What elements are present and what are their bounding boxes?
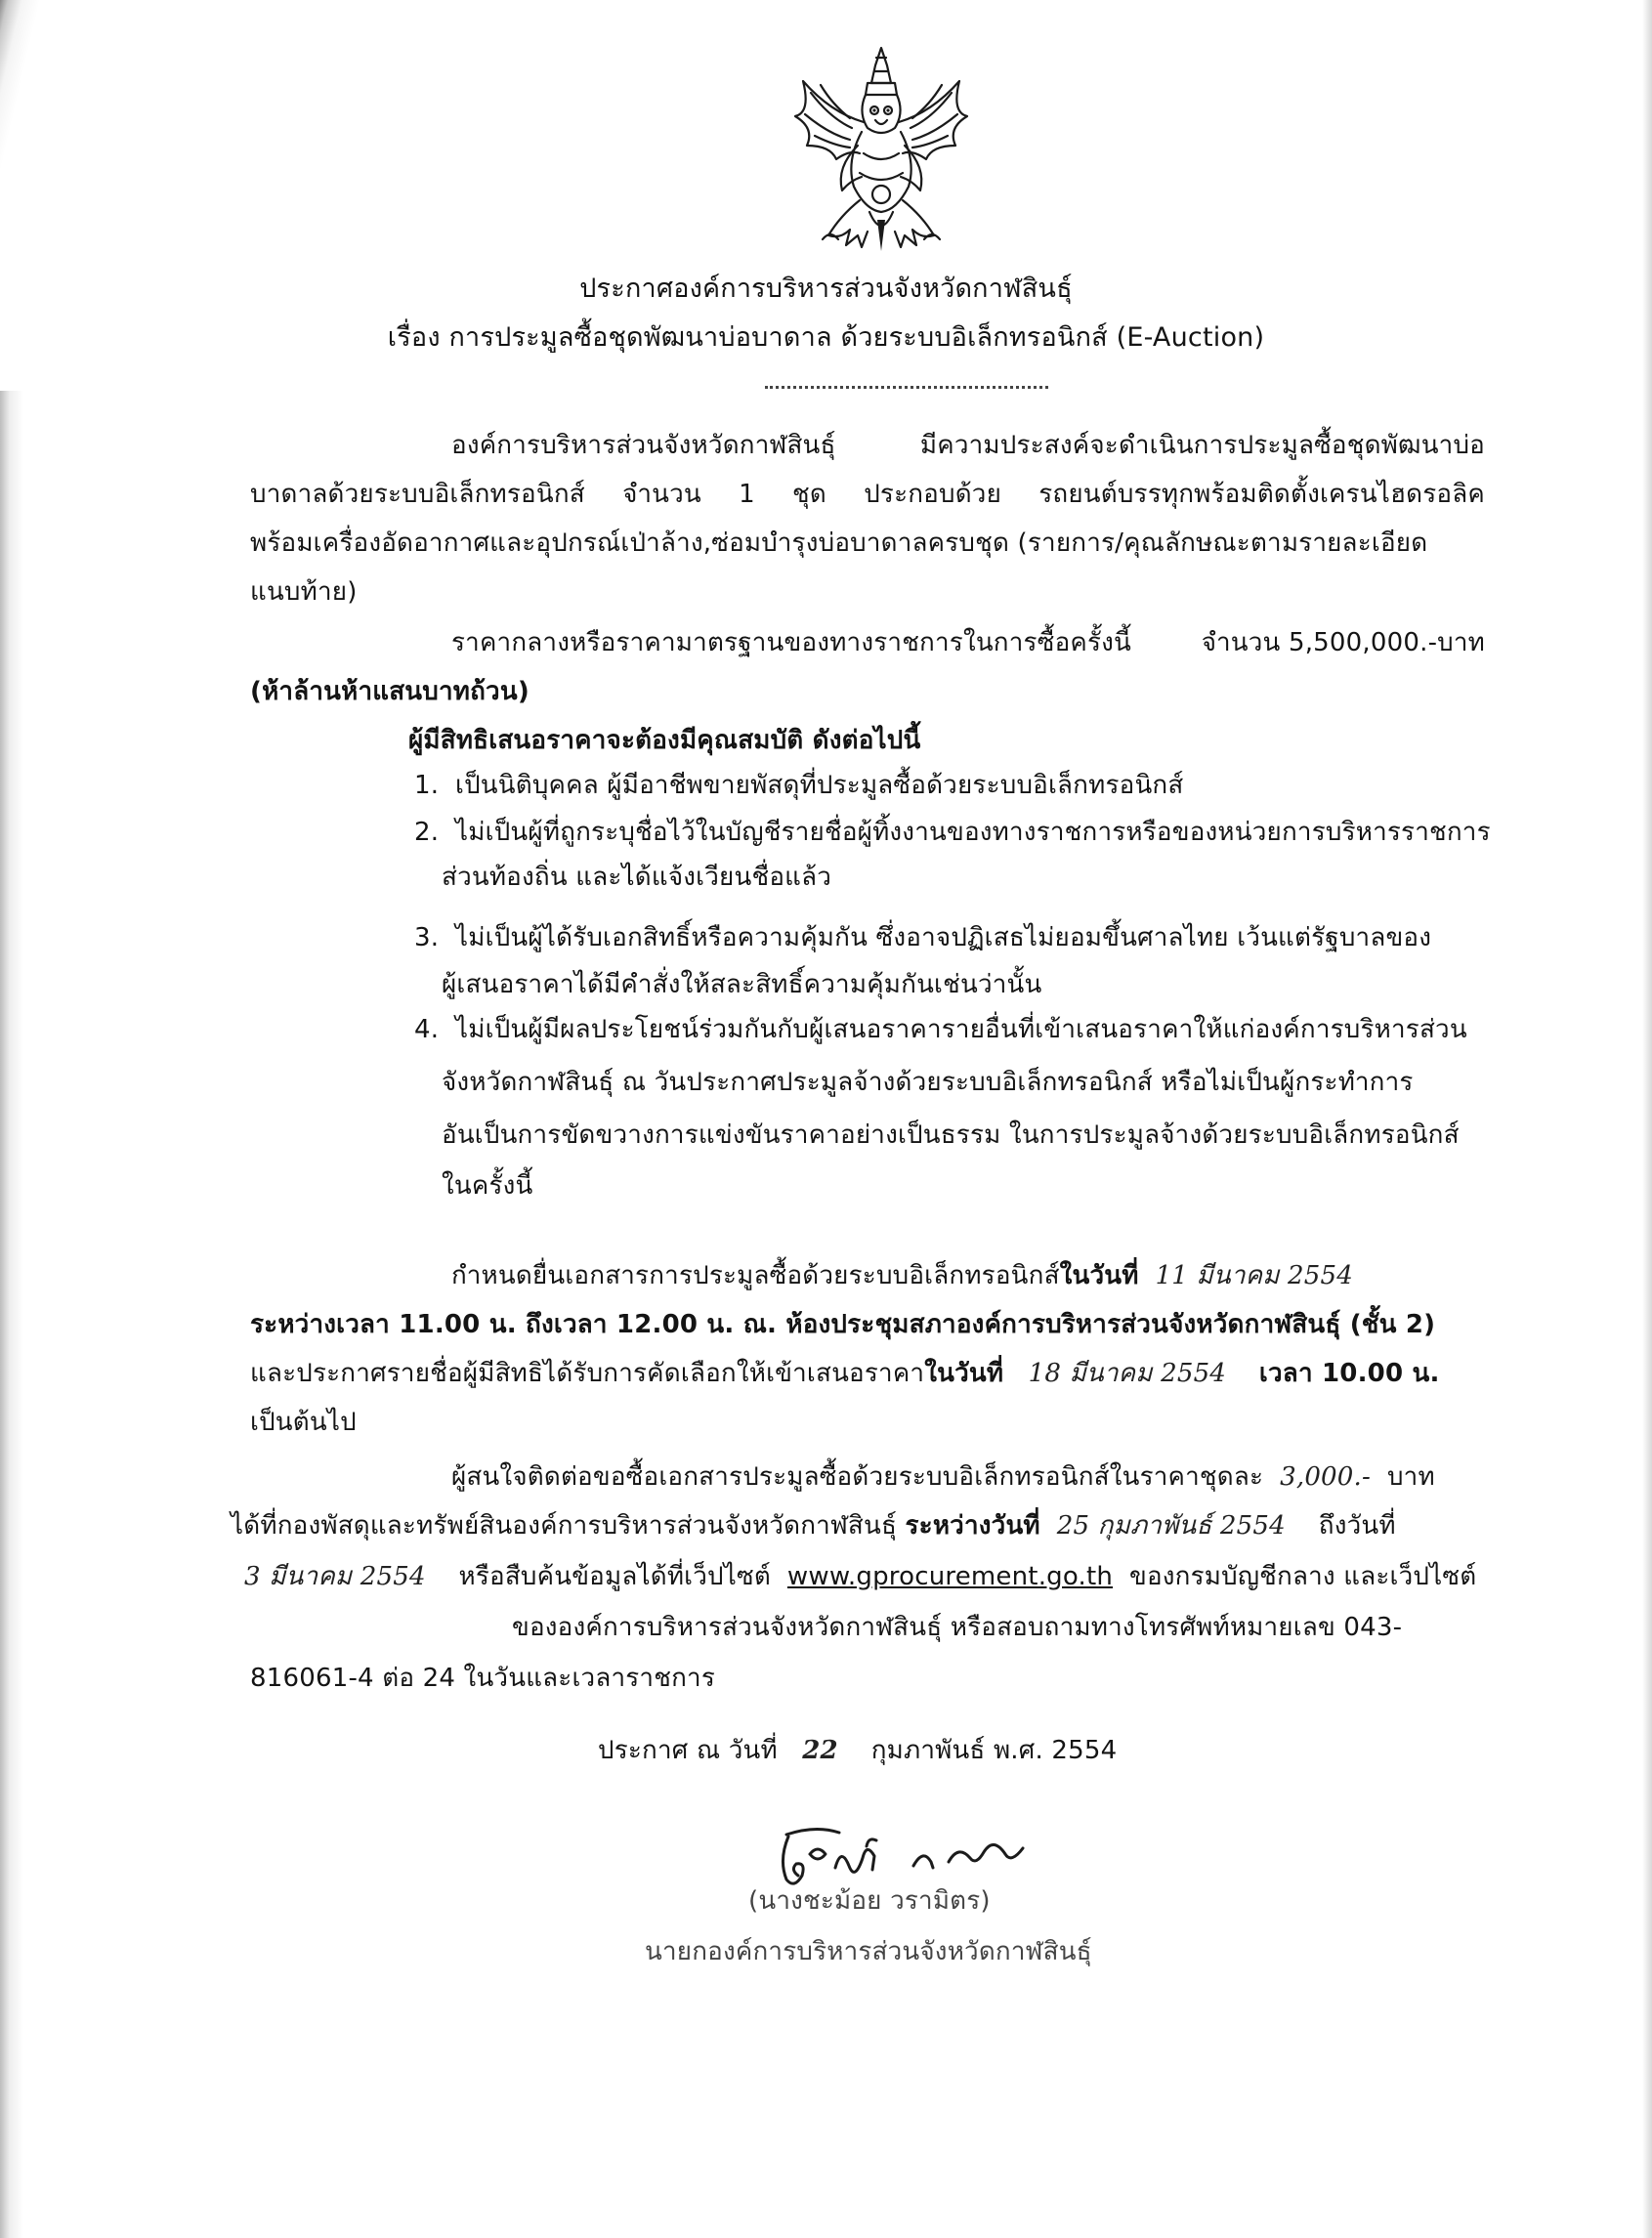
qualification-number: 4. — [414, 1015, 440, 1044]
qualification-text: ในครั้งนี้ — [442, 1171, 533, 1201]
intro-text: ประกอบด้วย — [864, 480, 1002, 509]
schedule-text: และประกาศรายชื่อผู้มีสิทธิได้รับการคัดเลือกให้เข้าเสนอราคา — [250, 1359, 925, 1388]
intro-text: 1 — [739, 480, 755, 509]
contact-text: บาท — [1386, 1462, 1435, 1492]
announcement-text: ประกาศ ณ วันที่ — [598, 1736, 778, 1765]
document-title: ประกาศองค์การบริหารส่วนจังหวัดกาฬสินธุ์ — [579, 274, 1073, 304]
qualification-text: ไม่เป็นผู้ได้รับเอกสิทธิ์หรือความคุ้มกัน ซึ่งอาจปฏิเสธไม่ยอมขึ้นศาลไทย เว้นแต่รัฐบาลของ — [455, 923, 1432, 952]
title-separator — [765, 386, 1048, 389]
announcement-date-line — [598, 1733, 1117, 1768]
announcement-text: กุมภาพันธ์ พ.ศ. 2554 — [870, 1736, 1118, 1765]
contact-label: ระหว่างวันที่ — [905, 1511, 1040, 1541]
price-in-words: (ห้าล้านห้าแสนบาทถ้วน) — [250, 677, 529, 706]
qualification-text: เป็นนิติบุคคล ผู้มีอาชีพขายพัสดุที่ประมูลซื้อด้วยระบบอิเล็กทรอนิกส์ — [455, 771, 1184, 800]
schedule-text: กำหนดยื่นเอกสารการประมูลซื้อด้วยระบบอิเล็กทรอนิกส์ — [451, 1261, 1060, 1290]
announcement-date: 18 มีนาคม 2554 — [1028, 1359, 1227, 1388]
sale-start-date: 25 กุมภาพันธ์ 2554 — [1056, 1511, 1286, 1541]
price-text: ราคากลางหรือราคามาตรฐานของทางราชการในการซื้อครั้งนี้ — [451, 628, 1132, 657]
gprocurement-link[interactable]: www.gprocurement.go.th — [786, 1562, 1114, 1591]
contact-line-4: ขององค์การบริหารส่วนจังหวัดกาฬสินธุ์ หรือสอบถามทางโทรศัพท์หมายเลข 043- — [512, 1613, 1403, 1642]
signatory-position: นายกองค์การบริหารส่วนจังหวัดกาฬสินธุ์ — [645, 1937, 1092, 1966]
price-line-1 — [451, 625, 1485, 660]
schedule-line-1 — [451, 1258, 1353, 1293]
qualification-number: 1. — [414, 771, 440, 800]
contact-text: หรือสืบค้นข้อมูลได้ที่เว็ปไซต์ — [458, 1562, 771, 1591]
sale-end-date: 3 มีนาคม 2554 — [244, 1562, 426, 1591]
intro-line-1 — [451, 428, 1485, 463]
schedule-line-3 — [250, 1356, 1440, 1391]
garuda-emblem — [782, 44, 982, 254]
qualification-text: ส่วนท้องถิ่น และได้แจ้งเวียนชื่อแล้ว — [442, 863, 832, 892]
announcement-time: เวลา 10.00 น. — [1258, 1359, 1440, 1388]
intro-line-3: พร้อมเครื่องอัดอากาศและอุปกรณ์เป่าล้าง,ซ่อมบำรุงบ่อบาดาลครบชุด (รายการ/คุณลักษณะตามรายละเอียด — [250, 528, 1428, 558]
contact-text: ผู้สนใจติดต่อขอซื้อเอกสารประมูลซื้อด้วยระบบอิเล็กทรอนิกส์ในราคาชุดละ — [451, 1462, 1264, 1492]
contact-line-5: 816061-4 ต่อ 24 ในวันและเวลาราชการ — [250, 1664, 715, 1693]
intro-line-4: แนบท้าย) — [250, 577, 358, 607]
qualification-text: อันเป็นการขัดขวางการแข่งขันราคาอย่างเป็นธรรม ในการประมูลจ้างด้วยระบบอิเล็กทรอนิกส์ — [442, 1120, 1460, 1150]
intro-text: องค์การบริหารส่วนจังหวัดกาฬสินธุ์ — [451, 431, 836, 460]
signatory-name: (นางชะม้อย วรามิตร) — [748, 1886, 991, 1916]
announcement-day: 22 — [802, 1736, 838, 1765]
schedule-label: ในวันที่ — [924, 1359, 1004, 1388]
document-fee: 3,000.- — [1280, 1462, 1371, 1492]
qualification-text: ผู้เสนอราคาได้มีคำสั่งให้สละสิทธิ์ความคุ้มกันเช่นว่านั้น — [442, 970, 1042, 999]
contact-label: ถึงวันที่ — [1318, 1511, 1396, 1541]
qualification-text: จังหวัดกาฬสินธุ์ ณ วันประกาศประมูลจ้างด้วยระบบอิเล็กทรอนิกส์ หรือไม่เป็นผู้กระทำการ — [442, 1068, 1414, 1097]
qualification-text: ไม่เป็นผู้มีผลประโยชน์ร่วมกันกับผู้เสนอราคารายอื่นที่เข้าเสนอราคาให้แก่องค์การบริหารส่วน — [455, 1015, 1467, 1044]
contact-text: ของกรมบัญชีกลาง และเว็ปไซต์ — [1129, 1562, 1477, 1591]
handwritten-signature — [767, 1807, 1089, 1895]
intro-line-2 — [250, 477, 1485, 512]
qualification-number: 2. — [414, 818, 440, 847]
contact-text: ได้ที่กองพัสดุและทรัพย์สินองค์การบริหารส่วนจังหวัดกาฬสินธุ์ — [231, 1511, 898, 1541]
price-amount: จำนวน 5,500,000.-บาท — [1201, 628, 1485, 657]
intro-text: ชุด — [792, 480, 826, 509]
qualification-number: 3. — [414, 923, 440, 952]
contact-line-1 — [451, 1459, 1435, 1495]
qualifications-heading: ผู้มีสิทธิเสนอราคาจะต้องมีคุณสมบัติ ดังต่อไปนี้ — [408, 726, 921, 755]
contact-line-2 — [231, 1508, 1396, 1543]
document-subject: เรื่อง การประมูลซื้อชุดพัฒนาบ่อบาดาล ด้วยระบบอิเล็กทรอนิกส์ (E-Auction) — [387, 322, 1265, 353]
intro-text: รถยนต์บรรทุกพร้อมติดตั้งเครนไฮดรอลิค — [1038, 480, 1485, 509]
schedule-line-2: ระหว่างเวลา 11.00 น. ถึงเวลา 12.00 น. ณ. ห้องประชุมสภาองค์การบริหารส่วนจังหวัดกาฬสินธุ์ (ชั้น 2) — [250, 1310, 1436, 1339]
contact-line-3 — [244, 1559, 1476, 1594]
intro-text: จำนวน — [622, 480, 701, 509]
schedule-line-4: เป็นต้นไป — [250, 1408, 357, 1437]
intro-text: บาดาลด้วยระบบอิเล็กทรอนิกส์ — [250, 480, 585, 509]
qualification-text: ไม่เป็นผู้ที่ถูกระบุชื่อไว้ในบัญชีรายชื่อผู้ทิ้งงานของทางราชการหรือของหน่วยการบริหารราชการ — [455, 818, 1491, 847]
submission-date: 11 มีนาคม 2554 — [1155, 1261, 1353, 1290]
schedule-label: ในวันที่ — [1059, 1261, 1139, 1290]
intro-text: มีความประสงค์จะดำเนินการประมูลซื้อชุดพัฒนาบ่อ — [919, 431, 1485, 460]
